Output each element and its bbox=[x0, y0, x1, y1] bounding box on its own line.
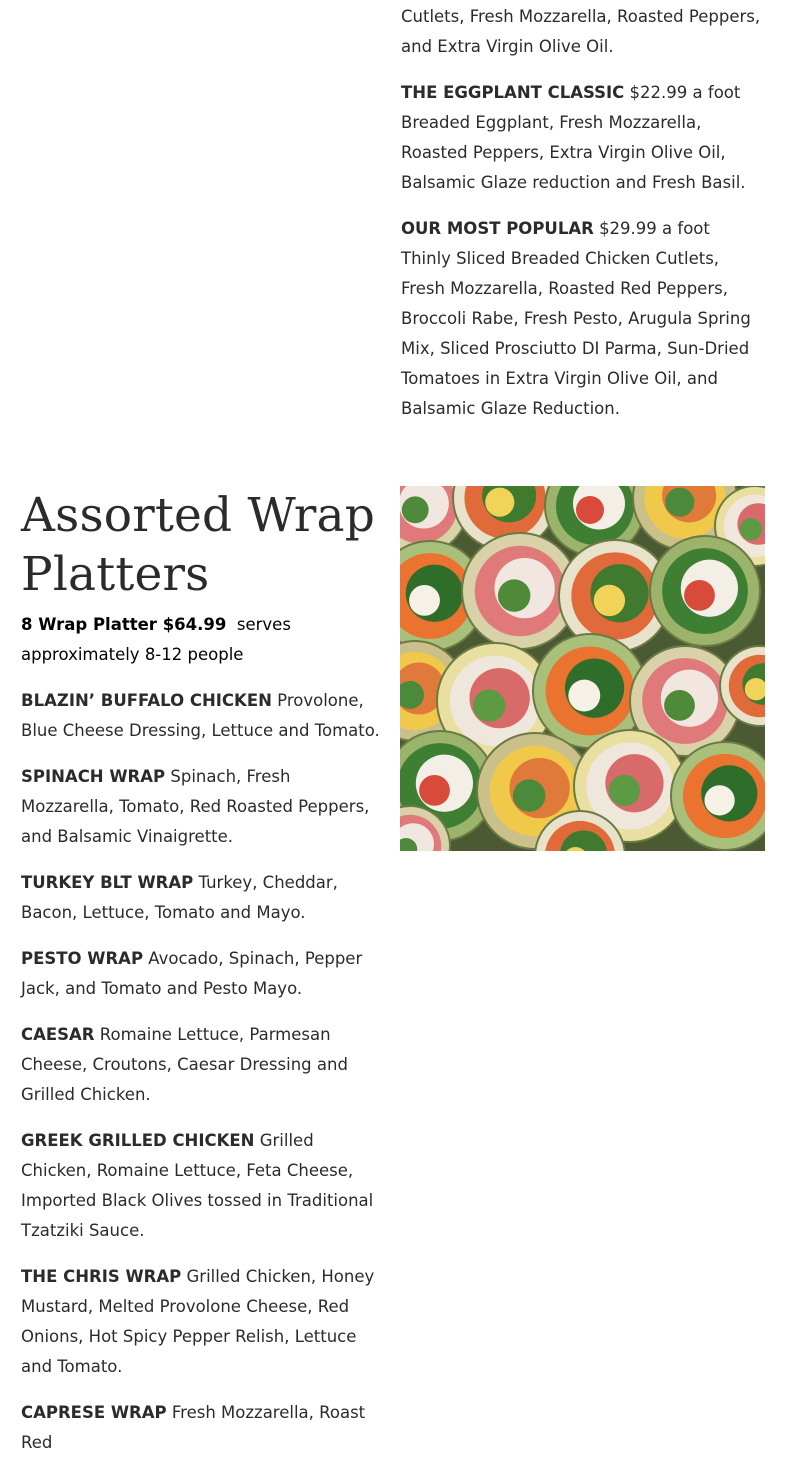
menu-item bbox=[21, 868, 387, 928]
menu-item bbox=[401, 2, 767, 62]
platter-info bbox=[21, 610, 387, 670]
platter-serves: serves approximately 8-12 people bbox=[21, 615, 291, 664]
wrap-platter-photo bbox=[400, 486, 765, 851]
menu-item-description: Provolone, Blue Cheese Dressing, Lettuce and Tomato. bbox=[21, 691, 380, 740]
section-title: Assorted Wrap Platters bbox=[21, 488, 376, 602]
menu-item-name: OUR MOST POPULAR bbox=[401, 219, 594, 238]
wrap-pinwheels-illustration bbox=[400, 486, 765, 851]
wrap-platters-section bbox=[21, 486, 387, 1474]
sandwich-list-continued bbox=[401, 2, 767, 440]
menu-item-description: Romaine Lettuce, Parmesan Cheese, Croutons, Caesar Dressing and Grilled Chicken. bbox=[21, 1025, 348, 1104]
menu-item bbox=[21, 686, 387, 746]
wrap-filling bbox=[609, 775, 640, 806]
menu-item-name: CAPRESE WRAP bbox=[21, 1403, 167, 1422]
menu-item-name: TURKEY BLT WRAP bbox=[21, 873, 194, 892]
menu-item-description: Cutlets, Fresh Mozzarella, Roasted Peppers, and Extra Virgin Olive Oil. bbox=[401, 7, 761, 56]
wrap-filling bbox=[485, 488, 514, 517]
wrap-filling bbox=[576, 496, 604, 524]
menu-item-name: SPINACH WRAP bbox=[21, 767, 166, 786]
wrap-filling bbox=[568, 680, 600, 712]
menu-item bbox=[401, 78, 767, 198]
wrap-filling bbox=[684, 580, 715, 611]
menu-item-name: CAESAR bbox=[21, 1025, 95, 1044]
wrap-filling bbox=[665, 488, 694, 517]
menu-item-name: PESTO WRAP bbox=[21, 949, 144, 968]
menu-item-name: GREEK GRILLED CHICKEN bbox=[21, 1131, 255, 1150]
wrap-filling bbox=[664, 690, 695, 721]
menu-item-description: Avocado, Spinach, Pepper Jack, and Tomato and Pesto Mayo. bbox=[21, 949, 363, 998]
menu-item-price: $22.99 a foot bbox=[629, 83, 741, 102]
wrap-filling bbox=[513, 779, 545, 811]
wrap-filling bbox=[419, 775, 450, 806]
wrap-filling bbox=[740, 518, 762, 540]
wrap-filling bbox=[402, 496, 429, 523]
menu-item-description: Grilled Chicken, Romaine Lettuce, Feta Cheese, Imported Black Olives tossed in Traditional Tzatziki Sauce. bbox=[21, 1131, 374, 1240]
wrap-filling bbox=[704, 785, 734, 815]
menu-item-name: BLAZIN’ BUFFALO CHICKEN bbox=[21, 691, 272, 710]
menu-item-description: Grilled Chicken, Honey Mustard, Melted Provolone Cheese, Red Onions, Hot Spicy Pepper Relish, Lettuce and Tomato. bbox=[21, 1267, 375, 1376]
menu-item bbox=[401, 214, 767, 424]
menu-item bbox=[21, 1020, 387, 1110]
menu-item-price: $29.99 a foot bbox=[599, 219, 710, 238]
menu-item-description: Turkey, Cheddar, Bacon, Lettuce, Tomato and Mayo. bbox=[21, 873, 338, 922]
menu-item bbox=[21, 1262, 387, 1382]
menu-item bbox=[21, 1398, 387, 1458]
menu-item bbox=[21, 762, 387, 852]
menu-item-description: Spinach, Fresh Mozzarella, Tomato, Red Roasted Peppers, and Balsamic Vinaigrette. bbox=[21, 767, 370, 846]
menu-item-description: Fresh Mozzarella, Roast Red bbox=[21, 1403, 366, 1452]
menu-item-name: THE CHRIS WRAP bbox=[21, 1267, 182, 1286]
menu-item bbox=[21, 1126, 387, 1246]
platter-name-price: 8 Wrap Platter $64.99 bbox=[21, 615, 227, 634]
wrap-filling bbox=[594, 585, 625, 616]
menu-item-description: Breaded Eggplant, Fresh Mozzarella, Roasted Peppers, Extra Virgin Olive Oil, Balsamic Glaze reduction and Fresh Basil. bbox=[401, 113, 746, 192]
menu-item-name: THE EGGPLANT CLASSIC bbox=[401, 83, 625, 102]
menu-item-description: Thinly Sliced Breaded Chicken Cutlets, Fresh Mozzarella, Roasted Red Peppers, Broccoli Rabe, Fresh Pesto, Arugula Spring Mix, Sliced Prosciutto DI Parma, Sun-Dried Tomatoes in Extra Virgin Olive Oil, and Balsamic Glaze Reduction. bbox=[401, 249, 751, 418]
menu-item bbox=[21, 944, 387, 1004]
wrap-filling bbox=[473, 689, 505, 721]
wrap-filling bbox=[409, 585, 440, 616]
wrap-filling bbox=[498, 579, 530, 611]
